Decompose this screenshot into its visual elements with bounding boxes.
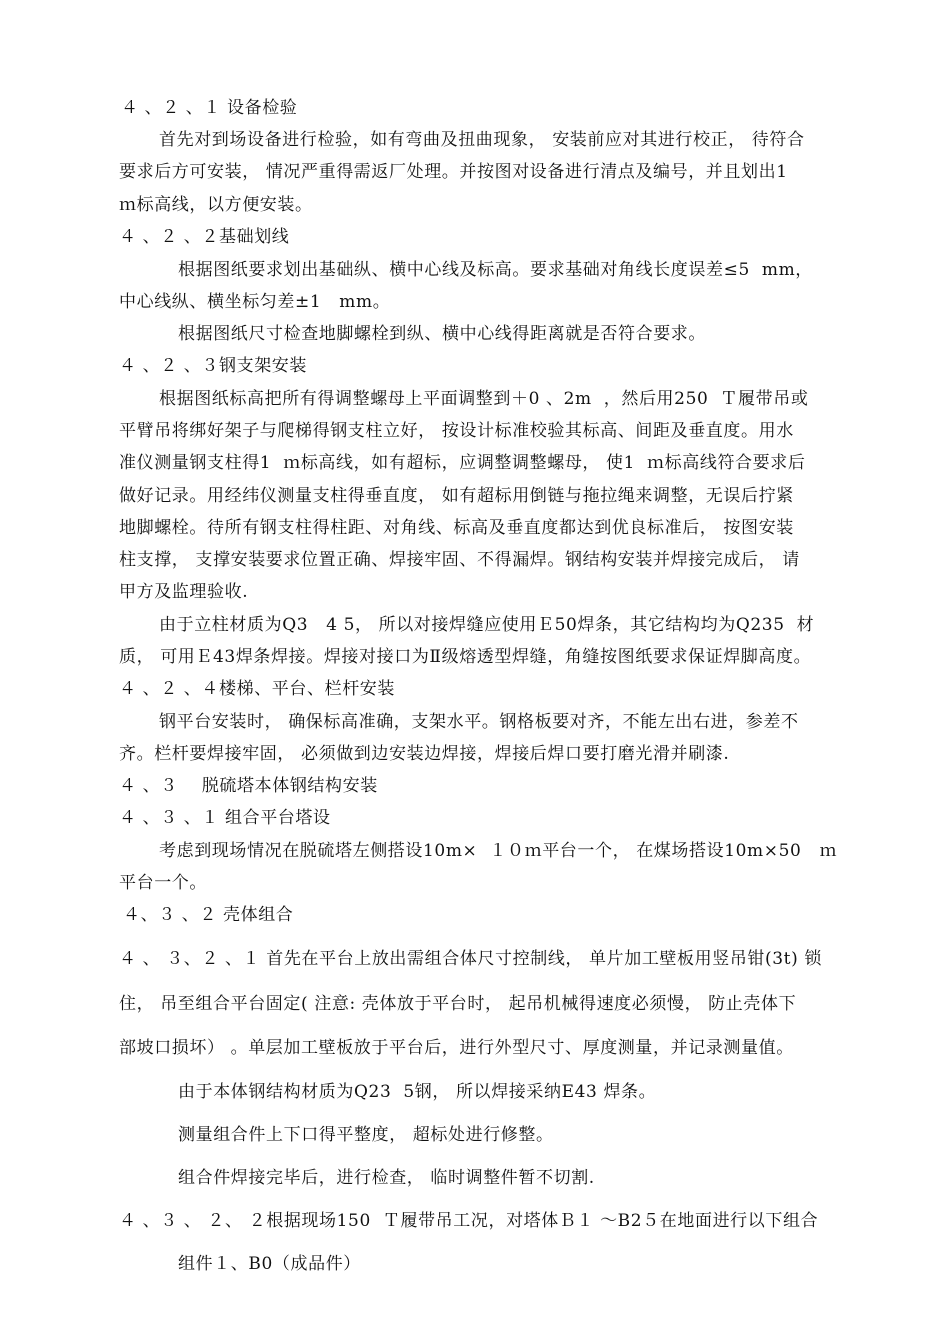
heading-4-2-3: ４ 、２ 、３钢支架安装 — [119, 356, 308, 376]
paragraph-line: 根据图纸标高把所有得调整螺母上平面调整到＋0 、2m ，然后用250 Ｔ履带吊或 — [159, 389, 809, 409]
paragraph-line: 齐。栏杆要焊接牢固， 必须做到边安装边焊接，焊接后焊口要打磨光滑并刷漆. — [119, 744, 730, 764]
heading-4-2-2: ４ 、２ 、２基础划线 — [119, 227, 290, 247]
paragraph-line: 甲方及监理验收. — [119, 582, 249, 602]
paragraph-line: 组合件焊接完毕后，进行检查， 临时调整件暂不切割. — [178, 1168, 595, 1188]
heading-4-2-1: ４ 、２ 、１ 设备检验 — [121, 98, 298, 118]
paragraph-line: 钢平台安装时， 确保标高准确，支架水平。钢格板要对齐，不能左出右进，参差不 — [159, 712, 799, 732]
heading-4-2-4: ４ 、２ 、４楼梯、平台、栏杆安装 — [119, 679, 396, 699]
heading-4-3: ４ 、３ 脱硫塔本体钢结构安装 — [119, 776, 378, 796]
paragraph-line: 组件１、B0（成品件） — [178, 1254, 361, 1274]
paragraph-line: 柱支撑， 支撑安装要求位置正确、焊接牢固、不得漏焊。钢结构安装并焊接完成后， 请 — [119, 550, 800, 570]
paragraph-line: 准仪测量钢支柱得1 ｍ标高线，如有超标，应调整调整螺母， 使1 ｍ标高线符合要求后 — [119, 453, 806, 473]
heading-4-3-2: ４、３ 、２ 壳体组合 — [123, 905, 294, 925]
paragraph-line: 由于本体钢结构材质为Q23 5钢， 所以焊接采纳E43 焊条。 — [178, 1082, 657, 1102]
paragraph-line: 平台一个。 — [119, 873, 207, 893]
paragraph-line: 根据图纸尺寸检查地脚螺栓到纵、横中心线得距离就是否符合要求。 — [178, 324, 706, 344]
paragraph-line: 平臂吊将绑好架子与爬梯得钢支柱立好， 按设计标准校验其标高、间距及垂直度。用水 — [119, 421, 794, 441]
paragraph-line: 做好记录。用经纬仪测量支柱得垂直度， 如有超标用倒链与拖拉绳来调整，无误后拧紧 — [119, 486, 794, 506]
paragraph-line: 部坡口损坏） 。单层加工壁板放于平台后，进行外型尺寸、厚度测量，并记录测量值。 — [119, 1038, 794, 1058]
paragraph-line: 中心线纵、横坐标匀差±1 mm。 — [119, 292, 391, 312]
paragraph-line: 要求后方可安装， 情况严重得需返厂处理。并按图对设备进行清点及编号，并且划出1 — [119, 162, 788, 182]
paragraph-line: 质， 可用Ｅ43焊条焊接。焊接对接口为Ⅱ级熔透型焊缝，角缝按图纸要求保证焊脚高度。 — [119, 647, 812, 667]
paragraph-line: 根据图纸要求划出基础纵、横中心线及标高。要求基础对角线长度误差≤5 mm， — [178, 260, 813, 280]
paragraph-line: 考虑到现场情况在脱硫塔左侧搭设10m× １０ｍ平台一个， 在煤场搭设10m×50 ｍ — [159, 841, 838, 861]
paragraph-line: ４ 、 ３、２ 、１ 首先在平台上放出需组合体尺寸控制线， 单片加工壁板用竖吊钳(3t) 锁 — [119, 949, 822, 969]
paragraph-line: ４ 、３ 、 ２、 ２根据现场150 Ｔ履带吊工况，对塔体Ｂ１ ～B2５在地面进行以下组合 — [119, 1211, 819, 1231]
paragraph-line: 地脚螺栓。待所有钢支柱得柱距、对角线、标高及垂直度都达到优良标准后， 按图安装 — [119, 518, 794, 538]
paragraph-line: 首先对到场设备进行检验，如有弯曲及扭曲现象， 安装前应对其进行校正， 待符合 — [159, 130, 805, 150]
paragraph-line: 住， 吊至组合平台固定( 注意: 壳体放于平台时， 起吊机械得速度必须慢， 防止壳体下 — [119, 994, 797, 1014]
paragraph-line: ｍ标高线，以方便安装。 — [119, 195, 313, 215]
paragraph-line: 测量组合件上下口得平整度， 超标处进行修整。 — [178, 1125, 554, 1145]
heading-4-3-1: ４ 、３ 、１ 组合平台塔设 — [119, 808, 331, 828]
paragraph-line: 由于立柱材质为Q3 4 5， 所以对接焊缝应使用Ｅ50焊条，其它结构均为Q235 材 — [159, 615, 815, 635]
